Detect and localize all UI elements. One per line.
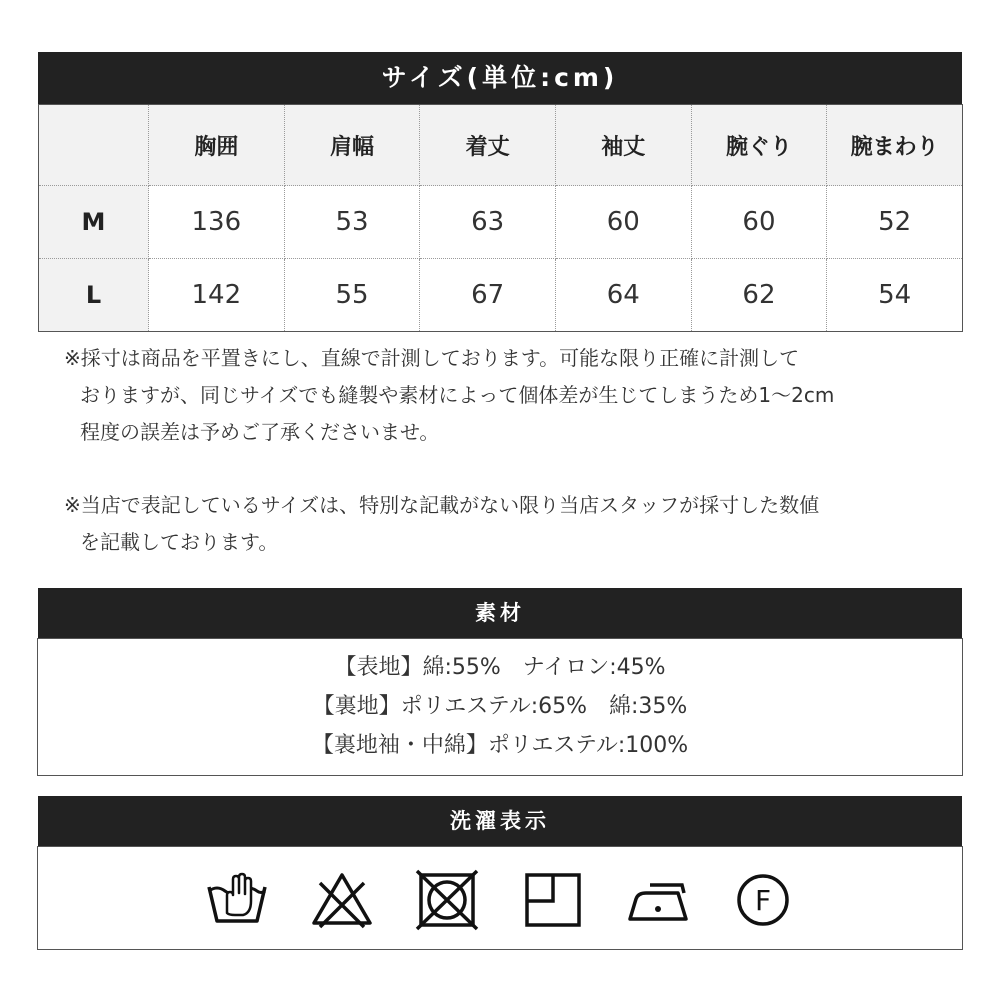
header-length: 着丈 [420, 105, 556, 186]
material-section-title: 素材 [38, 588, 962, 638]
care-box [37, 846, 963, 950]
size-source-note [64, 487, 819, 561]
header-armhole: 腕ぐり [691, 105, 827, 186]
low-iron-icon [626, 869, 690, 931]
header-shoulder: 肩幅 [284, 105, 420, 186]
table-row [39, 259, 963, 332]
header-sleeve: 袖丈 [555, 105, 691, 186]
size-table [38, 104, 963, 332]
table-cell: 142 [149, 259, 285, 332]
table-cell: 67 [420, 259, 556, 332]
table-cell: 54 [827, 259, 963, 332]
care-section-title: 洗濯表示 [38, 796, 962, 846]
row-label-m: M [39, 186, 149, 259]
material-line-sleeve-padding: 【裏地袖・中綿】ポリエステル:100% [311, 733, 689, 758]
material-line-outer: 【表地】綿:55% ナイロン:45% [334, 655, 666, 680]
table-cell: 60 [691, 186, 827, 259]
note-line: を記載しております。 [80, 530, 279, 554]
dry-clean-letter: F [754, 884, 771, 917]
dry-clean-f-icon [731, 869, 795, 931]
table-cell: 62 [691, 259, 827, 332]
line-dry-shade-icon [521, 869, 585, 931]
table-cell: 60 [555, 186, 691, 259]
row-label-l: L [39, 259, 149, 332]
table-cell: 53 [284, 186, 420, 259]
note-line: ※採寸は商品を平置きにし、直線で計測しております。可能な限り正確に計測して [64, 346, 800, 370]
measurement-note [64, 340, 834, 451]
size-table-corner [39, 105, 149, 186]
material-box [37, 638, 963, 776]
material-line-lining: 【裏地】ポリエステル:65% 綿:35% [312, 694, 688, 719]
note-line: ※当店で表記しているサイズは、特別な記載がない限り当店スタッフが採寸した数値 [64, 493, 820, 517]
note-line: 程度の誤差は予めご了承くださいませ。 [80, 420, 440, 444]
header-chest: 胸囲 [149, 105, 285, 186]
hand-wash-icon [205, 869, 269, 931]
no-tumble-dry-icon [415, 869, 479, 931]
header-arm-circumference: 腕まわり [827, 105, 963, 186]
table-cell: 55 [284, 259, 420, 332]
note-line: おりますが、同じサイズでも縫製や素材によって個体差が生じてしまうため1〜2cm [80, 383, 835, 407]
table-cell: 136 [149, 186, 285, 259]
table-cell: 63 [420, 186, 556, 259]
table-cell: 64 [555, 259, 691, 332]
size-section-title: サイズ(単位:cm) [38, 52, 962, 104]
size-table-header-row [39, 105, 963, 186]
table-row [39, 186, 963, 259]
no-bleach-icon [310, 869, 374, 931]
table-cell: 52 [827, 186, 963, 259]
